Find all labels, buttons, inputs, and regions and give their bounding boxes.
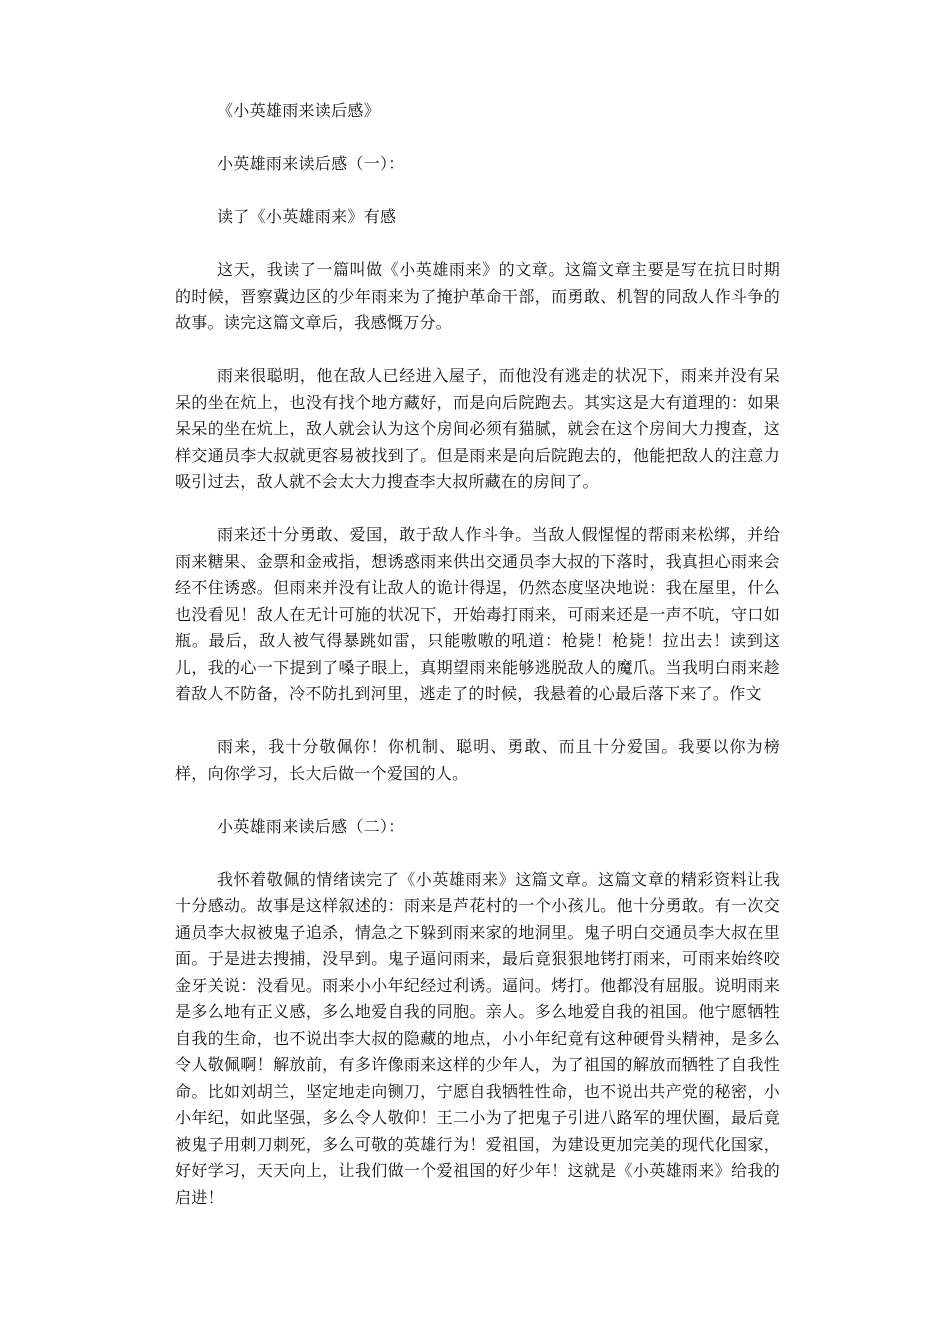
section-1-paragraph-3: 雨来还十分勇敢、爱国，敢于敌人作斗争。当敌人假惺惺的帮雨来松绑，并给雨来糖果、金票和金戒指，想诱惑雨来供出交通员李大叔的下落时，我真担心雨来会经不住诱惑。但雨来并没有让敌人的诡计得逞，仍然态度坚决地说：我在屋里，什么也没看见！敌人在无计可施的状况下，开始毒打雨来，可雨来还是一声不吭，守口如瓶。最后，敌人被气得暴跳如雷，只能嗷嗷的吼道：枪毙！枪毙！拉出去！读到这儿，我的心一下提到了嗓子眼上，真期望雨来能够逃脱敌人的魔爪。当我明白雨来趁着敌人不防备，冷不防扎到河里，逃走了的时候，我悬着的心最后落下来了。作文 <box>175 525 780 703</box>
section-1-paragraph-4: 雨来，我十分敬佩你！你机制、聪明、勇敢、而且十分爱国。我要以你为榜样，向你学习，长大后做一个爱国的人。 <box>175 737 780 783</box>
section-1-subheading: 读了《小英雄雨来》有感 <box>217 207 397 226</box>
document-body <box>175 98 780 1238</box>
section-1-paragraph-2: 雨来很聪明，他在敌人已经进入屋子，而他没有逃走的状况下，雨来并没有呆呆的坐在炕上，也没有找个地方藏好，而是向后院跑去。其实这是大有道理的：如果呆呆的坐在炕上，敌人就会认为这个房间必须有猫腻，就会在这个房间大力搜查，这样交通员李大叔就更容易被找到了。但是雨来是向后院跑去的，他能把敌人的注意力吸引过去，敌人就不会太大力搜查李大叔所藏在的房间了。 <box>175 366 780 491</box>
section-2-heading: 小英雄雨来读后感（二）： <box>217 816 405 836</box>
document-title: 《小英雄雨来读后感》 <box>217 101 381 120</box>
section-1-heading: 小英雄雨来读后感（一）： <box>217 154 405 173</box>
section-1-paragraph-1: 这天，我读了一篇叫做《小英雄雨来》的文章。这篇文章主要是写在抗日时期的时候，晋察冀边区的少年雨来为了掩护革命干部，而勇敢、机智的同敌人作斗争的故事。读完这篇文章后，我感慨万分。 <box>175 260 780 332</box>
section-2-paragraph-1: 我怀着敬佩的情绪读完了《小英雄雨来》这篇文章。这篇文章的精彩资料让我十分感动。故事是这样叙述的：雨来是芦花村的一个小孩儿。他十分勇敢。有一次交通员李大叔被鬼子追杀，情急之下躲到雨来家的地洞里。鬼子明白交通员李大叔在里面。于是进去搜捕，没早到。鬼子逼问雨来，最后竟狠狠地铐打雨来，可雨来始终咬金牙关说：没看见。雨来小小年纪经过利诱。逼问。烤打。他都没有屈服。说明雨来是多么地有正义感，多么地爱自我的同胞。亲人。多么地爱自我的祖国。他宁愿牺牲自我的生命，也不说出李大叔的隐藏的地点，小小年纪竟有这种硬骨头精神，是多么令人敬佩啊！解放前，有多许像雨来这样的少年人，为了祖国的解放而牺牲了自我性命。比如刘胡兰，坚定地走向铡刀，宁愿自我牺牲性命，也不说出共产党的秘密，小小年纪，如此坚强，多么令人敬仰！王二小为了把鬼子引进八路军的埋伏圈，最后竟被鬼子用刺刀刺死，多么可敬的英雄行为！爱祖国，为建设更加完美的现代化国家，好好学习，天天向上，让我们做一个爱祖国的好少年！这就是《小英雄雨来》给我的启进！ <box>175 869 780 1207</box>
